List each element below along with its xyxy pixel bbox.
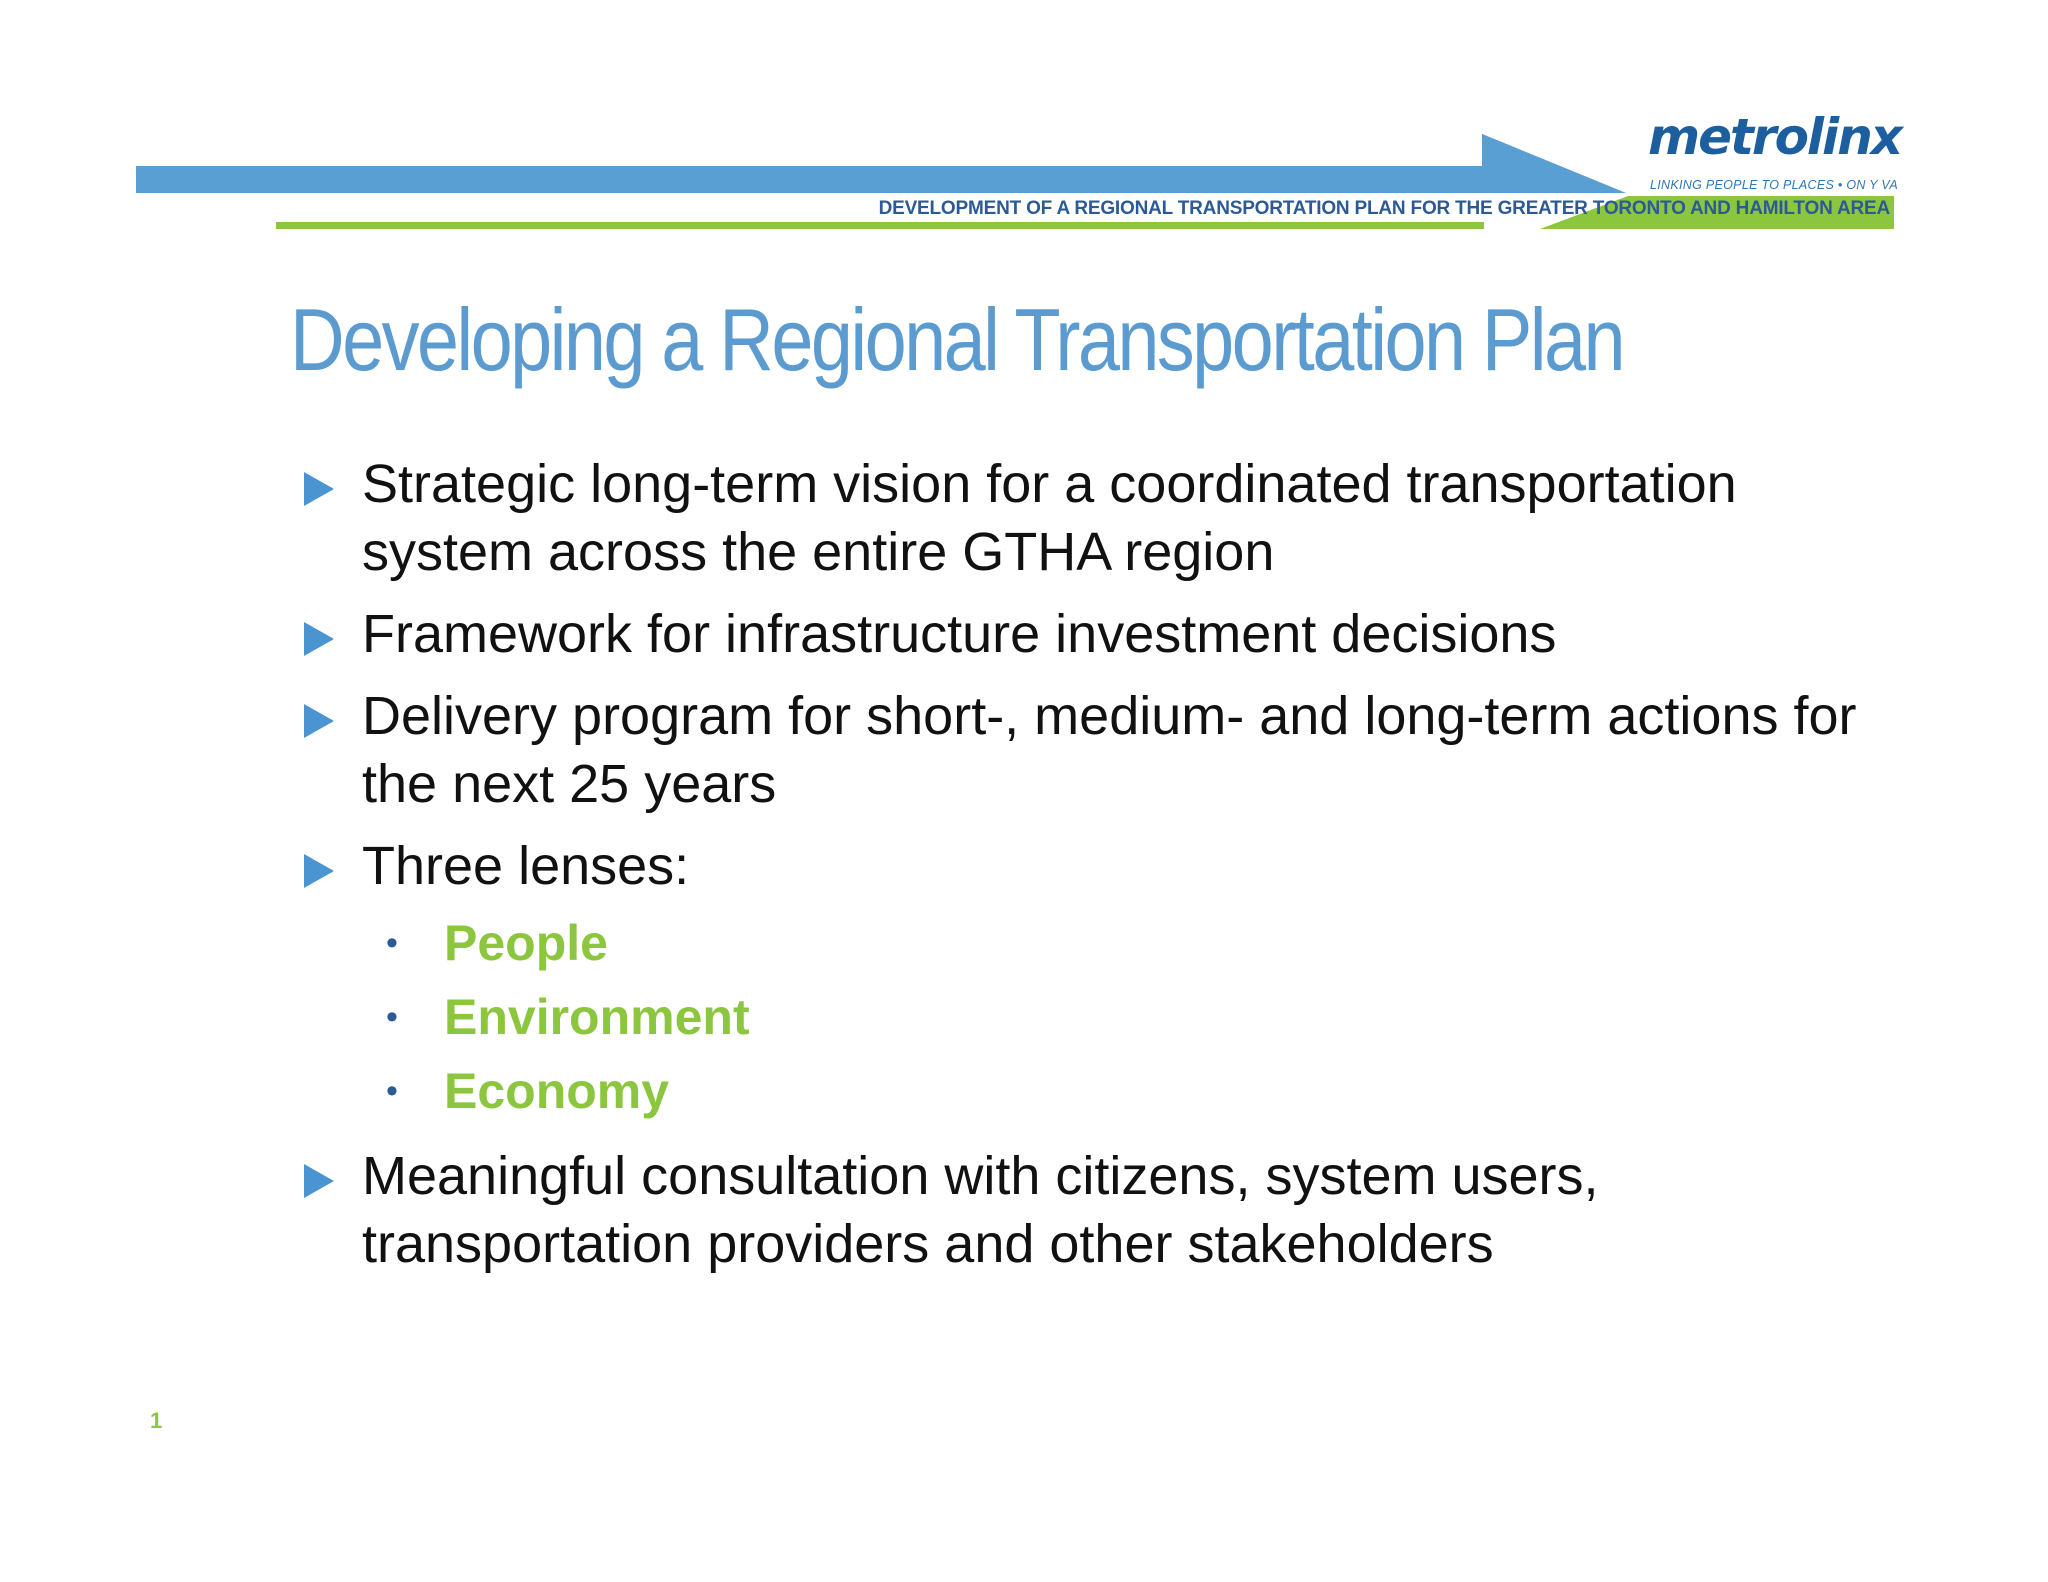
bullet-item [300,832,1920,1128]
bullet-text: Three lenses: [362,836,690,896]
triangle-bullet-icon [304,472,334,506]
bullet-item [300,1142,1920,1278]
triangle-bullet-icon [304,1164,334,1198]
lens-item [362,1054,1920,1128]
lenses-list [362,906,1920,1128]
dot-bullet-icon: • [386,998,398,1036]
header-subtitle: DEVELOPMENT OF A REGIONAL TRANSPORTATION PLAN FOR THE GREATER TORONTO AND HAMILTON AREA [878,198,1890,219]
lens-label: People [444,915,608,971]
lens-label: Economy [444,1063,670,1119]
bullet-item [300,450,1920,586]
bullet-text: Strategic long-term vision for a coordinated transportation system across the entire GTHA region [362,454,1737,582]
slide-title: Developing a Regional Transportation Plan [290,290,1624,389]
bullet-item [300,682,1920,818]
logo-tagline: LINKING PEOPLE TO PLACES • ON Y VA [1650,178,1899,192]
bullet-text: Framework for infrastructure investment decisions [362,604,1557,664]
triangle-bullet-icon [304,704,334,738]
triangle-bullet-icon [304,854,334,888]
slide-header [0,0,2048,240]
blue-arrow-tip [1482,134,1626,193]
bullet-text: Meaningful consultation with citizens, system users, transportation providers and other stakeholders [362,1146,1599,1274]
bullet-list [300,450,1920,1292]
bullet-text: Delivery program for short-, medium- and long-term actions for the next 25 years [362,686,1857,814]
dot-bullet-icon: • [386,1072,398,1110]
page-number: 1 [150,1408,163,1433]
blue-arrow-bar [136,166,1486,193]
dot-bullet-icon: • [386,924,398,962]
lens-item [362,980,1920,1054]
bullet-item [300,600,1920,668]
triangle-bullet-icon [304,622,334,656]
lens-item [362,906,1920,980]
lens-label: Environment [444,989,750,1045]
metrolinx-logo: metrolinx [1648,108,1902,166]
green-underline-bar [276,222,1484,229]
